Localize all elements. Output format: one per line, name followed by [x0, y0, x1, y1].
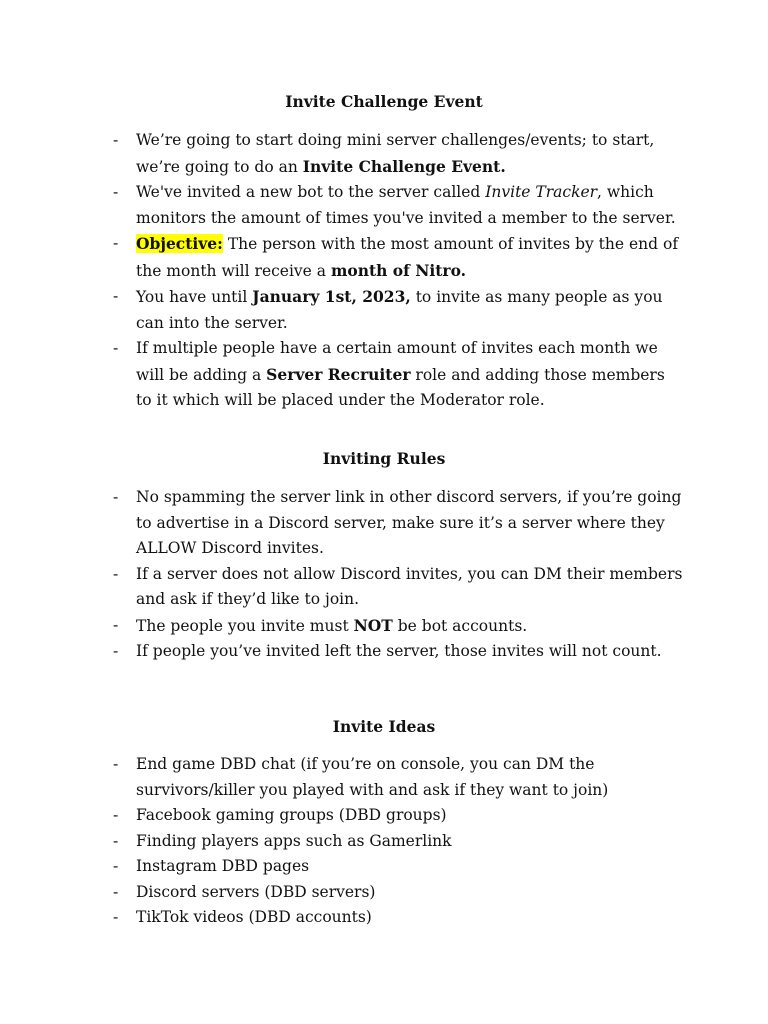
- dash-bullet: -: [113, 564, 119, 583]
- dash-bullet: -: [113, 882, 119, 901]
- list-item: [0, 854, 768, 880]
- dash-bullet: -: [113, 488, 119, 506]
- invite-challenge-list: [0, 128, 768, 414]
- invite-ideas-list: [0, 752, 768, 931]
- bold-text: Invite Challenge Event.: [302, 156, 506, 176]
- bold-text: month of Nitro.: [330, 260, 467, 280]
- item-text: be bot accounts.: [392, 616, 528, 635]
- item-text: If multiple people have a certain amount of invites each month we will be adding a: [136, 339, 658, 384]
- list-item: [0, 485, 768, 562]
- list-item: [0, 803, 768, 829]
- item-text: The people you invite must: [136, 616, 354, 635]
- list-item: [0, 284, 768, 336]
- list-item: [0, 639, 768, 665]
- dash-bullet: -: [113, 857, 119, 875]
- dash-bullet: -: [113, 908, 119, 926]
- item-text: We’re going to start doing mini server challenges/events; to start, we’re going to do an: [136, 131, 655, 176]
- dash-bullet: -: [113, 806, 119, 824]
- item-text: Finding players apps such as Gamerlink: [136, 831, 452, 850]
- item-text: TikTok videos (DBD accounts): [136, 908, 372, 926]
- item-text: You have until: [136, 288, 253, 306]
- dash-bullet: -: [113, 831, 119, 850]
- item-text: The person with the most amount of invites by the end of the month will receive a: [136, 235, 679, 280]
- item-text: role and adding those members to it which will be placed under the Moderator role.: [136, 365, 665, 409]
- item-text: Discord servers (DBD servers): [136, 882, 376, 901]
- item-text: End game DBD chat (if you’re on console, you can DM the survivors/killer you played with and ask if they want to join): [136, 755, 609, 799]
- item-text: to invite as many people as you can into the server.: [136, 288, 663, 332]
- list-item: [0, 336, 768, 414]
- list-item: [0, 613, 768, 640]
- item-text: No spamming the server link in other discord servers, if you’re going to advertise in a Discord server, make sure it’s a server where they ALLOW Discord invites.: [136, 488, 682, 557]
- item-text: , which monitors the amount of times you've invited a member to the server.: [136, 183, 676, 227]
- item-text: We've invited a new bot to the server called: [136, 183, 486, 201]
- list-item: [0, 128, 768, 180]
- section-heading-invite-ideas: Invite Ideas: [332, 717, 436, 736]
- dash-bullet: -: [113, 131, 119, 149]
- dash-bullet: -: [113, 287, 119, 305]
- list-item: [0, 880, 768, 906]
- list-item: [0, 562, 768, 613]
- dash-bullet: -: [113, 642, 119, 660]
- list-item: [0, 905, 768, 931]
- list-item: [0, 180, 768, 231]
- highlighted-label: Objective:: [136, 234, 223, 253]
- item-text: If people you’ve invited left the server, those invites will not count.: [136, 642, 662, 660]
- section-heading-invite-challenge-event: Invite Challenge Event: [285, 92, 483, 111]
- italic-text: Invite Tracker: [485, 183, 598, 201]
- bold-text: Server Recruiter: [266, 364, 411, 384]
- item-text: If a server does not allow Discord invites, you can DM their members and ask if they’d like to join.: [136, 564, 683, 608]
- list-item: [0, 829, 768, 855]
- dash-bullet: -: [113, 755, 119, 773]
- bold-text: NOT: [353, 615, 393, 635]
- dash-bullet: -: [113, 339, 119, 357]
- item-text: Instagram DBD pages: [136, 857, 310, 875]
- item-text: Facebook gaming groups (DBD groups): [136, 806, 447, 824]
- list-item: [0, 231, 768, 284]
- inviting-rules-list: [0, 485, 768, 665]
- dash-bullet: -: [113, 234, 119, 252]
- dash-bullet: -: [113, 183, 119, 201]
- section-heading-inviting-rules: Inviting Rules: [322, 449, 446, 468]
- bold-text: January 1st, 2023,: [252, 287, 411, 306]
- list-item: [0, 752, 768, 803]
- dash-bullet: -: [113, 615, 119, 634]
